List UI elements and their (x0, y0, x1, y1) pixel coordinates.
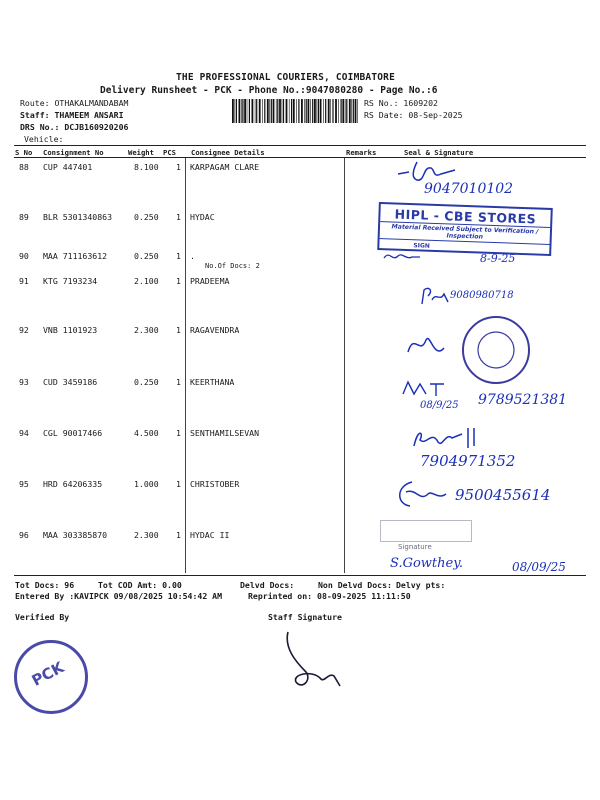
barcode-bar (277, 99, 278, 123)
staff-signature (276, 628, 356, 698)
header-top-rule (14, 145, 586, 146)
company-title: THE PROFESSIONAL COURIERS, COIMBATORE (176, 72, 396, 83)
barcode-bar (306, 99, 307, 123)
barcode-bar (332, 99, 333, 123)
row-94-consignment: CGL 90017466 (43, 428, 103, 438)
row-96-consignee: HYDAC II (190, 530, 230, 540)
row-92-sno: 92 (19, 325, 29, 335)
barcode-bar (291, 99, 292, 123)
row-96-date: 08/09/25 (512, 560, 566, 574)
row-90-pcs: 1 (176, 251, 181, 261)
row-90-sno: 90 (19, 251, 29, 261)
barcode-bar (279, 99, 281, 123)
divider-remarks (344, 158, 345, 573)
row-93-phone: 9789521381 (478, 392, 568, 408)
barcode-bar (282, 99, 283, 123)
barcode-bar (338, 99, 339, 123)
col-consignment: Consignment No (43, 148, 104, 157)
row-90-consignee: . (190, 251, 195, 261)
delivered-docs: Delvd Docs: (240, 580, 295, 590)
hipl-stamp-title: HIPL - CBE STORES (394, 206, 537, 227)
row-91-pcs: 1 (176, 276, 181, 286)
barcode-bar (283, 99, 284, 123)
row-95-consignment: HRD 64206335 (43, 479, 103, 489)
barcode-bar (273, 99, 275, 123)
pck-stamp (14, 640, 88, 714)
barcode-bar (357, 99, 358, 123)
row-95-sno: 95 (19, 479, 29, 489)
barcode-bar (353, 99, 354, 123)
row-91-phone: 9080980718 (450, 290, 514, 301)
barcode-bar (312, 99, 313, 123)
barcode-bar (293, 99, 295, 123)
row-90-doc-count: No.Of Docs: 2 (205, 262, 260, 270)
drs-label: DRS No.: DCJB160920206 (20, 122, 129, 132)
row-96-name: S.Gowthey. (390, 556, 463, 571)
row-94-weight: 4.500 (134, 428, 159, 438)
row-91-weight: 2.100 (134, 276, 159, 286)
barcode-bar (239, 99, 241, 123)
barcode-bar (317, 99, 318, 123)
row-88-phone: 9047010102 (424, 181, 514, 197)
row-92-pcs: 1 (176, 325, 181, 335)
row-91-consignment: KTG 7193234 (43, 276, 98, 286)
row-94-signature (410, 424, 490, 454)
barcode-bar (304, 99, 305, 123)
row-91-consignee: PRADEEMA (190, 276, 230, 286)
barcode-bar (328, 99, 330, 123)
barcode-bar (256, 99, 257, 123)
row-93-pcs: 1 (176, 377, 181, 387)
row-93-consignee: KEERTHANA (190, 377, 235, 387)
staff-signature-label: Staff Signature (268, 612, 342, 622)
rs-number: RS No.: 1609202 (364, 98, 438, 108)
barcode-bar (249, 99, 250, 123)
barcode-bar (349, 99, 351, 123)
barcode-bar (341, 99, 342, 123)
barcode-bar (276, 99, 277, 123)
col-consignee: Consignee Details (191, 148, 265, 157)
row-93-date: 08/9/25 (420, 400, 459, 411)
total-cod: Tot COD Amt: 0.00 (98, 580, 182, 590)
row-96-pcs: 1 (176, 530, 181, 540)
row-91-sno: 91 (19, 276, 29, 286)
row-93-signature (400, 378, 450, 400)
verified-by-label: Verified By (15, 612, 70, 622)
barcode-bar (346, 99, 347, 123)
non-delivered-docs: Non Delvd Docs: (318, 580, 392, 590)
entered-by: Entered By :KAVIPCK 09/08/2025 10:54:42 AM (15, 591, 223, 601)
barcode-bar (296, 99, 297, 123)
divider-consignee (185, 158, 186, 573)
barcode-bar (320, 99, 322, 123)
row-94-phone: 7904971352 (420, 452, 516, 470)
row-88-pcs: 1 (176, 162, 181, 172)
row-94-pcs: 1 (176, 428, 181, 438)
barcode-bar (289, 99, 290, 123)
row-89-pcs: 1 (176, 212, 181, 222)
row-89-consignee: HYDAC (190, 212, 215, 222)
header-bottom-rule (14, 157, 586, 158)
barcode-bar (286, 99, 288, 123)
row-96-consignment: MAA 303385870 (43, 530, 108, 540)
row-88-sno: 88 (19, 162, 29, 172)
hipl-stamp-sign: SIGN (413, 242, 430, 250)
row-90-consignment: MAA 711163612 (43, 251, 108, 261)
barcode-bar (252, 99, 254, 123)
pck-stamp-text: PCK (28, 658, 67, 690)
row-96-sno: 96 (19, 530, 29, 540)
row-93-weight: 0.250 (134, 377, 159, 387)
footer-rule (14, 575, 586, 576)
barcode-bar (355, 99, 357, 123)
barcode-bar (301, 99, 303, 123)
row-92-consignment: VNB 1101923 (43, 325, 98, 335)
row-92-weight: 2.300 (134, 325, 159, 335)
vehicle-label: Vehicle: (24, 134, 64, 144)
delivery-points: Delvy pts: (396, 580, 446, 590)
hipl-date: 8-9-25 (480, 252, 516, 265)
barcode-bar (232, 99, 234, 123)
row-93-sno: 93 (19, 377, 29, 387)
row-88-consignee: KARPAGAM CLARE (190, 162, 260, 172)
barcode-bar (345, 99, 346, 123)
row-94-consignee: SENTHAMILSEVAN (190, 428, 260, 438)
row-94-sno: 94 (19, 428, 29, 438)
barcode-bar (310, 99, 311, 123)
row-96-faded-stamp (380, 520, 472, 542)
barcode-bar (325, 99, 326, 123)
barcode (232, 99, 360, 123)
barcode-bar (271, 99, 272, 123)
total-docs: Tot Docs: 96 (15, 580, 75, 590)
col-pcs: PCS (163, 148, 176, 157)
row-90-signature (382, 248, 422, 264)
barcode-bar (247, 99, 248, 123)
barcode-bar (267, 99, 269, 123)
barcode-bar (262, 99, 263, 123)
barcode-bar (241, 99, 242, 123)
barcode-bar (259, 99, 261, 123)
row-96-signature-word: Signature (398, 543, 432, 551)
barcode-bar (236, 99, 237, 123)
row-95-phone: 9500455614 (455, 486, 551, 504)
col-remarks: Remarks (346, 148, 377, 157)
barcode-bar (351, 99, 352, 123)
row-88-weight: 8.100 (134, 162, 159, 172)
row-89-weight: 0.250 (134, 212, 159, 222)
hipl-stamp-subtitle: Material Received Subject to Verification / Inspection (380, 221, 551, 245)
row-95-consignee: CHRISTOBER (190, 479, 240, 489)
barcode-bar (298, 99, 299, 123)
barcode-bar (308, 99, 310, 123)
col-sno: S No (15, 148, 33, 157)
barcode-bar (264, 99, 265, 123)
route-label: Route: OTHAKALMANDABAM (20, 98, 129, 108)
row-93-consignment: CUD 3459186 (43, 377, 98, 387)
staff-label: Staff: THAMEEM ANSARI (20, 110, 124, 120)
barcode-bar (269, 99, 270, 123)
reprinted-on: Reprinted on: 08-09-2025 11:11:50 (248, 591, 411, 601)
barcode-bar (323, 99, 324, 123)
barcode-bar (318, 99, 319, 123)
barcode-bar (335, 99, 337, 123)
rs-date: RS Date: 08-Sep-2025 (364, 110, 463, 120)
barcode-bar (330, 99, 331, 123)
runsheet-subtitle: Delivery Runsheet - PCK - Phone No.:9047080280 - Page No.:6 (100, 85, 438, 96)
barcode-bar (342, 99, 344, 123)
barcode-bar (255, 99, 256, 123)
row-89-sno: 89 (19, 212, 29, 222)
row-95-signature (392, 478, 452, 510)
barcode-bar (244, 99, 246, 123)
col-weight: Weight (128, 148, 154, 157)
barcode-bar (235, 99, 236, 123)
row-89-consignment: BLR 5301340863 (43, 212, 113, 222)
row-96-weight: 2.300 (134, 530, 159, 540)
row-95-pcs: 1 (176, 479, 181, 489)
col-seal: Seal & Signature (404, 148, 474, 157)
row-92-consignee: RAGAVENDRA (190, 325, 240, 335)
barcode-bar (314, 99, 316, 123)
row-88-consignment: CUP 447401 (43, 162, 93, 172)
row-95-weight: 1.000 (134, 479, 159, 489)
row-90-weight: 0.250 (134, 251, 159, 261)
barcode-bar (242, 99, 243, 123)
